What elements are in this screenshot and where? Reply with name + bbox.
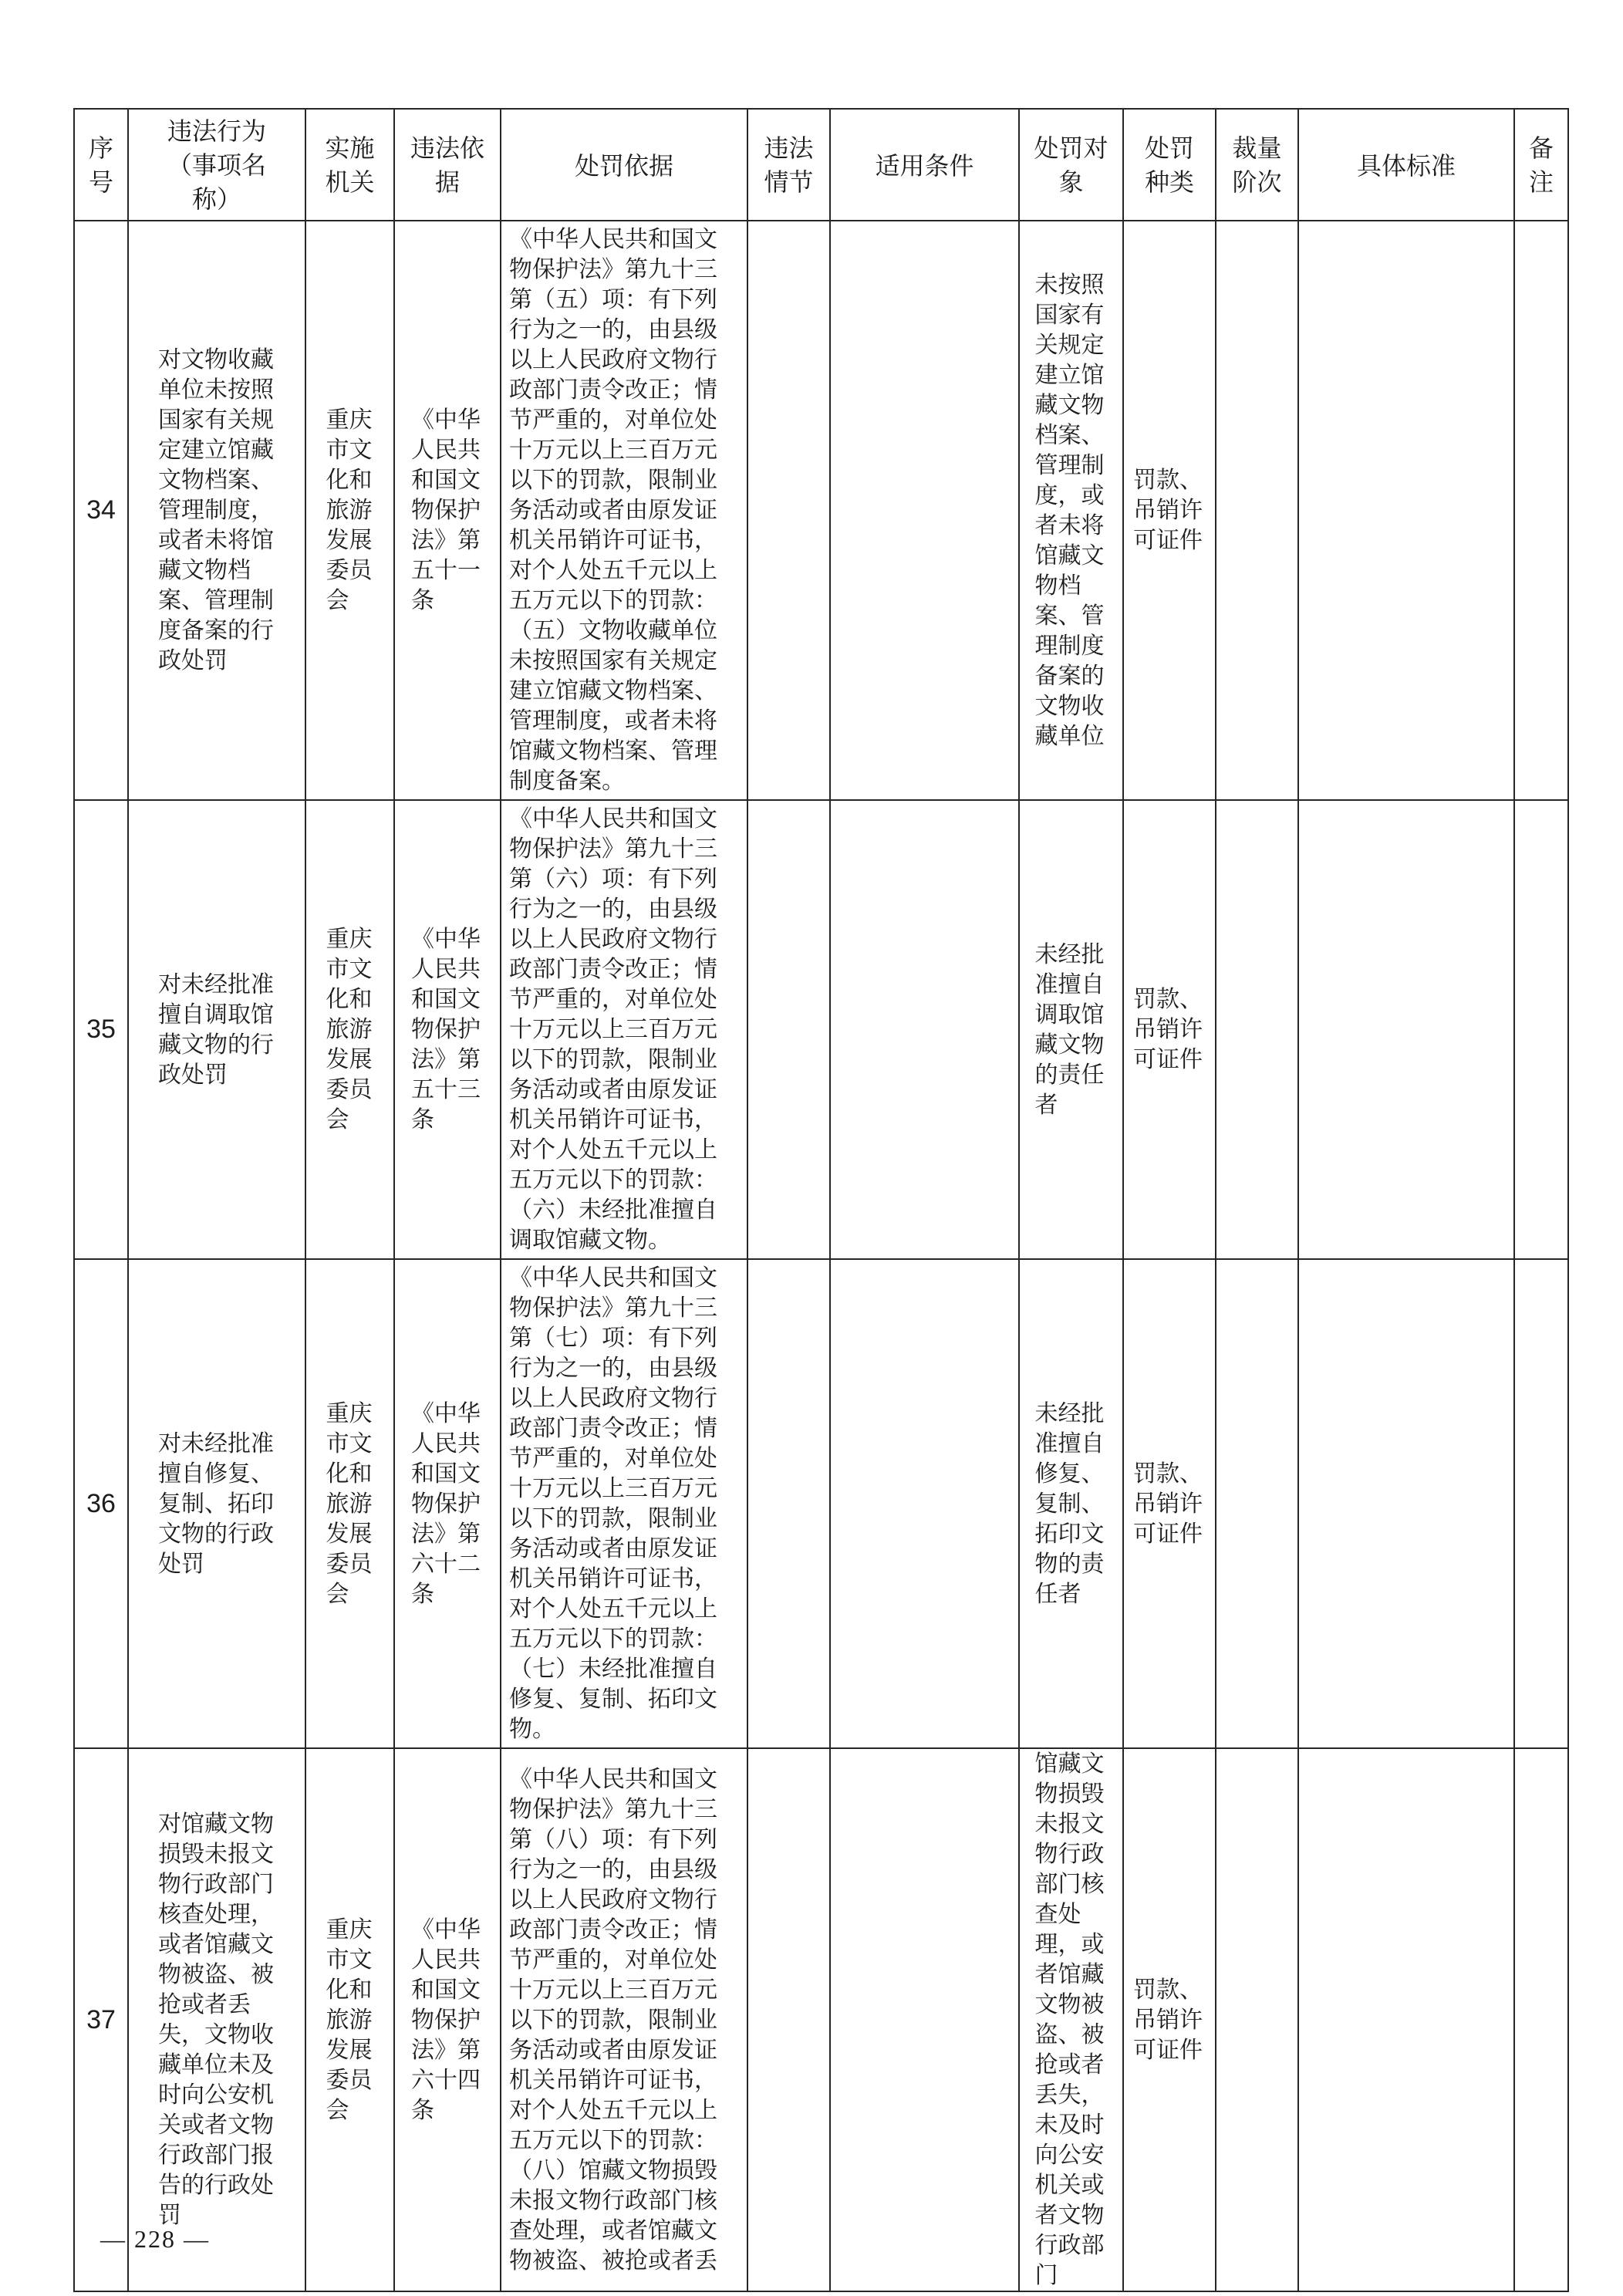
specific-standard-cell [1298, 1748, 1514, 2291]
header-seq: 序号 [74, 109, 128, 221]
table-row [74, 800, 1568, 1259]
agency-cell: 重庆市文化和旅游发展委员会 [305, 800, 394, 1259]
conditions-cell [830, 221, 1019, 800]
seq-cell: 34 [74, 221, 128, 800]
seq-cell: 37 [74, 1748, 128, 2291]
header-penalty-type: 处罚种类 [1123, 109, 1216, 221]
circumstances-cell [747, 1748, 830, 2291]
agency-cell: 重庆市文化和旅游发展委员会 [305, 1259, 394, 1748]
header-legal-basis: 违法依据 [394, 109, 501, 221]
violation-cell: 对未经批准擅自调取馆藏文物的行政处罚 [128, 800, 305, 1259]
agency-cell: 重庆市文化和旅游发展委员会 [305, 1748, 394, 2291]
table-row [74, 1259, 1568, 1748]
discretion-level-cell [1216, 1748, 1298, 2291]
legal-basis-cell: 《中华人民共和国文物保护法》第五十三条 [394, 800, 501, 1259]
conditions-cell [830, 1748, 1019, 2291]
remarks-cell [1514, 800, 1568, 1259]
penalty-table [73, 108, 1569, 2292]
violation-cell: 对未经批准擅自修复、复制、拓印文物的行政处罚 [128, 1259, 305, 1748]
circumstances-cell [747, 800, 830, 1259]
penalty-basis-cell: 《中华人民共和国文物保护法》第九十三第（七）项：有下列行为之一的，由县级以上人民政府文物行政部门责令改正；情节严重的，对单位处十万元以上三百万元以下的罚款，限制业务活动或者由原发证机关吊销许可证书，对个人处五千元以上五万元以下的罚款：（七）未经批准擅自修复、复制、拓印文物。 [501, 1259, 747, 1748]
target-cell: 未经批准擅自修复、复制、拓印文物的责任者 [1019, 1259, 1123, 1748]
conditions-cell [830, 1259, 1019, 1748]
penalty-type-cell: 罚款、吊销许可证件 [1123, 221, 1216, 800]
document-page [73, 108, 1569, 2292]
header-conditions: 适用条件 [830, 109, 1019, 221]
specific-standard-cell [1298, 1259, 1514, 1748]
target-cell: 馆藏文物损毁未报文物行政部门核查处理，或者馆藏文物被盗、被抢或者丢失，未及时向公安机关或者文物行政部门 [1019, 1748, 1123, 2291]
remarks-cell [1514, 1259, 1568, 1748]
agency-cell: 重庆市文化和旅游发展委员会 [305, 221, 394, 800]
remarks-cell [1514, 221, 1568, 800]
header-violation: 违法行为（事项名称） [128, 109, 305, 221]
header-discretion-level: 裁量阶次 [1216, 109, 1298, 221]
target-cell: 未经批准擅自调取馆藏文物的责任者 [1019, 800, 1123, 1259]
legal-basis-cell: 《中华人民共和国文物保护法》第六十四条 [394, 1748, 501, 2291]
table-header-row [74, 109, 1568, 221]
header-circumstances: 违法情节 [747, 109, 830, 221]
conditions-cell [830, 800, 1019, 1259]
header-target: 处罚对象 [1019, 109, 1123, 221]
seq-cell: 36 [74, 1259, 128, 1748]
discretion-level-cell [1216, 221, 1298, 800]
remarks-cell [1514, 1748, 1568, 2291]
penalty-basis-cell: 《中华人民共和国文物保护法》第九十三第（八）项：有下列行为之一的，由县级以上人民政府文物行政部门责令改正；情节严重的，对单位处十万元以上三百万元以下的罚款，限制业务活动或者由原发证机关吊销许可证书，对个人处五千元以上五万元以下的罚款：（八）馆藏文物损毁未报文物行政部门核查处理，或者馆藏文物被盗、被抢或者丢 [501, 1748, 747, 2291]
penalty-basis-cell: 《中华人民共和国文物保护法》第九十三第（五）项：有下列行为之一的，由县级以上人民政府文物行政部门责令改正；情节严重的，对单位处十万元以上三百万元以下的罚款，限制业务活动或者由原发证机关吊销许可证书，对个人处五千元以上五万元以下的罚款：（五）文物收藏单位未按照国家有关规定建立馆藏文物档案、管理制度，或者未将馆藏文物档案、管理制度备案。 [501, 221, 747, 800]
circumstances-cell [747, 221, 830, 800]
target-cell: 未按照国家有关规定建立馆藏文物档案、管理制度，或者未将馆藏文物档案、管理制度备案的文物收藏单位 [1019, 221, 1123, 800]
discretion-level-cell [1216, 800, 1298, 1259]
header-penalty-basis: 处罚依据 [501, 109, 747, 221]
legal-basis-cell: 《中华人民共和国文物保护法》第六十二条 [394, 1259, 501, 1748]
specific-standard-cell [1298, 221, 1514, 800]
table-row [74, 221, 1568, 800]
violation-cell: 对文物收藏单位未按照国家有关规定建立馆藏文物档案、管理制度，或者未将馆藏文物档案、管理制度备案的行政处罚 [128, 221, 305, 800]
header-specific-standard: 具体标准 [1298, 109, 1514, 221]
discretion-level-cell [1216, 1259, 1298, 1748]
penalty-type-cell: 罚款、吊销许可证件 [1123, 1748, 1216, 2291]
header-agency: 实施机关 [305, 109, 394, 221]
penalty-basis-cell: 《中华人民共和国文物保护法》第九十三第（六）项：有下列行为之一的，由县级以上人民政府文物行政部门责令改正；情节严重的，对单位处十万元以上三百万元以下的罚款，限制业务活动或者由原发证机关吊销许可证书，对个人处五千元以上五万元以下的罚款：（六）未经批准擅自调取馆藏文物。 [501, 800, 747, 1259]
circumstances-cell [747, 1259, 830, 1748]
legal-basis-cell: 《中华人民共和国文物保护法》第五十一条 [394, 221, 501, 800]
violation-cell: 对馆藏文物损毁未报文物行政部门核查处理，或者馆藏文物被盗、被抢或者丢失，文物收藏单位未及时向公安机关或者文物行政部门报告的行政处罚 [128, 1748, 305, 2291]
header-remarks: 备注 [1514, 109, 1568, 221]
penalty-type-cell: 罚款、吊销许可证件 [1123, 800, 1216, 1259]
seq-cell: 35 [74, 800, 128, 1259]
table-row [74, 1748, 1568, 2291]
penalty-type-cell: 罚款、吊销许可证件 [1123, 1259, 1216, 1748]
page-number: — 228 — [100, 2225, 210, 2253]
specific-standard-cell [1298, 800, 1514, 1259]
